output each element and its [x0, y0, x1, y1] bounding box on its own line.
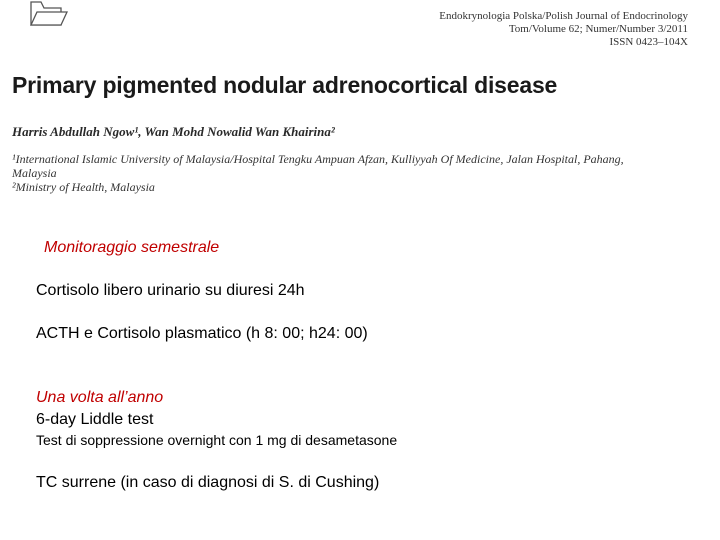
paper-authors: Harris Abdullah Ngow¹, Wan Mohd Nowalid Wan Khairina²: [12, 124, 335, 139]
paper-title: Primary pigmented nodular adrenocortical disease: [12, 72, 558, 98]
monitoring-heading: Monitoraggio semestrale: [44, 239, 220, 256]
journal-issn: ISSN 0423–104X: [609, 36, 688, 48]
yearly-item-suppression-test: Test di soppressione overnight con 1 mg di desametasone: [36, 432, 398, 448]
yearly-item-ct-adrenal: TC surrene (in caso di diagnosi di S. di Cushing): [36, 474, 380, 491]
journal-info: [439, 10, 688, 49]
affiliation-line: ¹International Islamic University of Malaysia/Hospital Tengku Ampuan Afzan, Kulliyyah Of Medicine, Jalan Hospital, Pahang,: [12, 152, 624, 166]
yearly-item-liddle-test: 6-day Liddle test: [36, 411, 154, 428]
journal-volume: Tom/Volume 62; Numer/Number 3/2011: [508, 23, 688, 35]
affiliation-line: Malaysia: [12, 166, 57, 180]
affiliation-line: ²Ministry of Health, Malaysia: [12, 180, 155, 194]
monitoring-item-acth-cortisol: ACTH e Cortisolo plasmatico (h 8: 00; h24: 00): [36, 325, 368, 342]
paper-affiliations: [12, 152, 672, 194]
monitoring-item-urinary-cortisol: Cortisolo libero urinario su diuresi 24h: [36, 282, 305, 299]
yearly-heading: Una volta all’anno: [36, 389, 164, 406]
folder-icon[interactable]: [28, 0, 68, 28]
journal-name: Endokrynologia Polska/Polish Journal of Endocrinology: [439, 10, 688, 22]
